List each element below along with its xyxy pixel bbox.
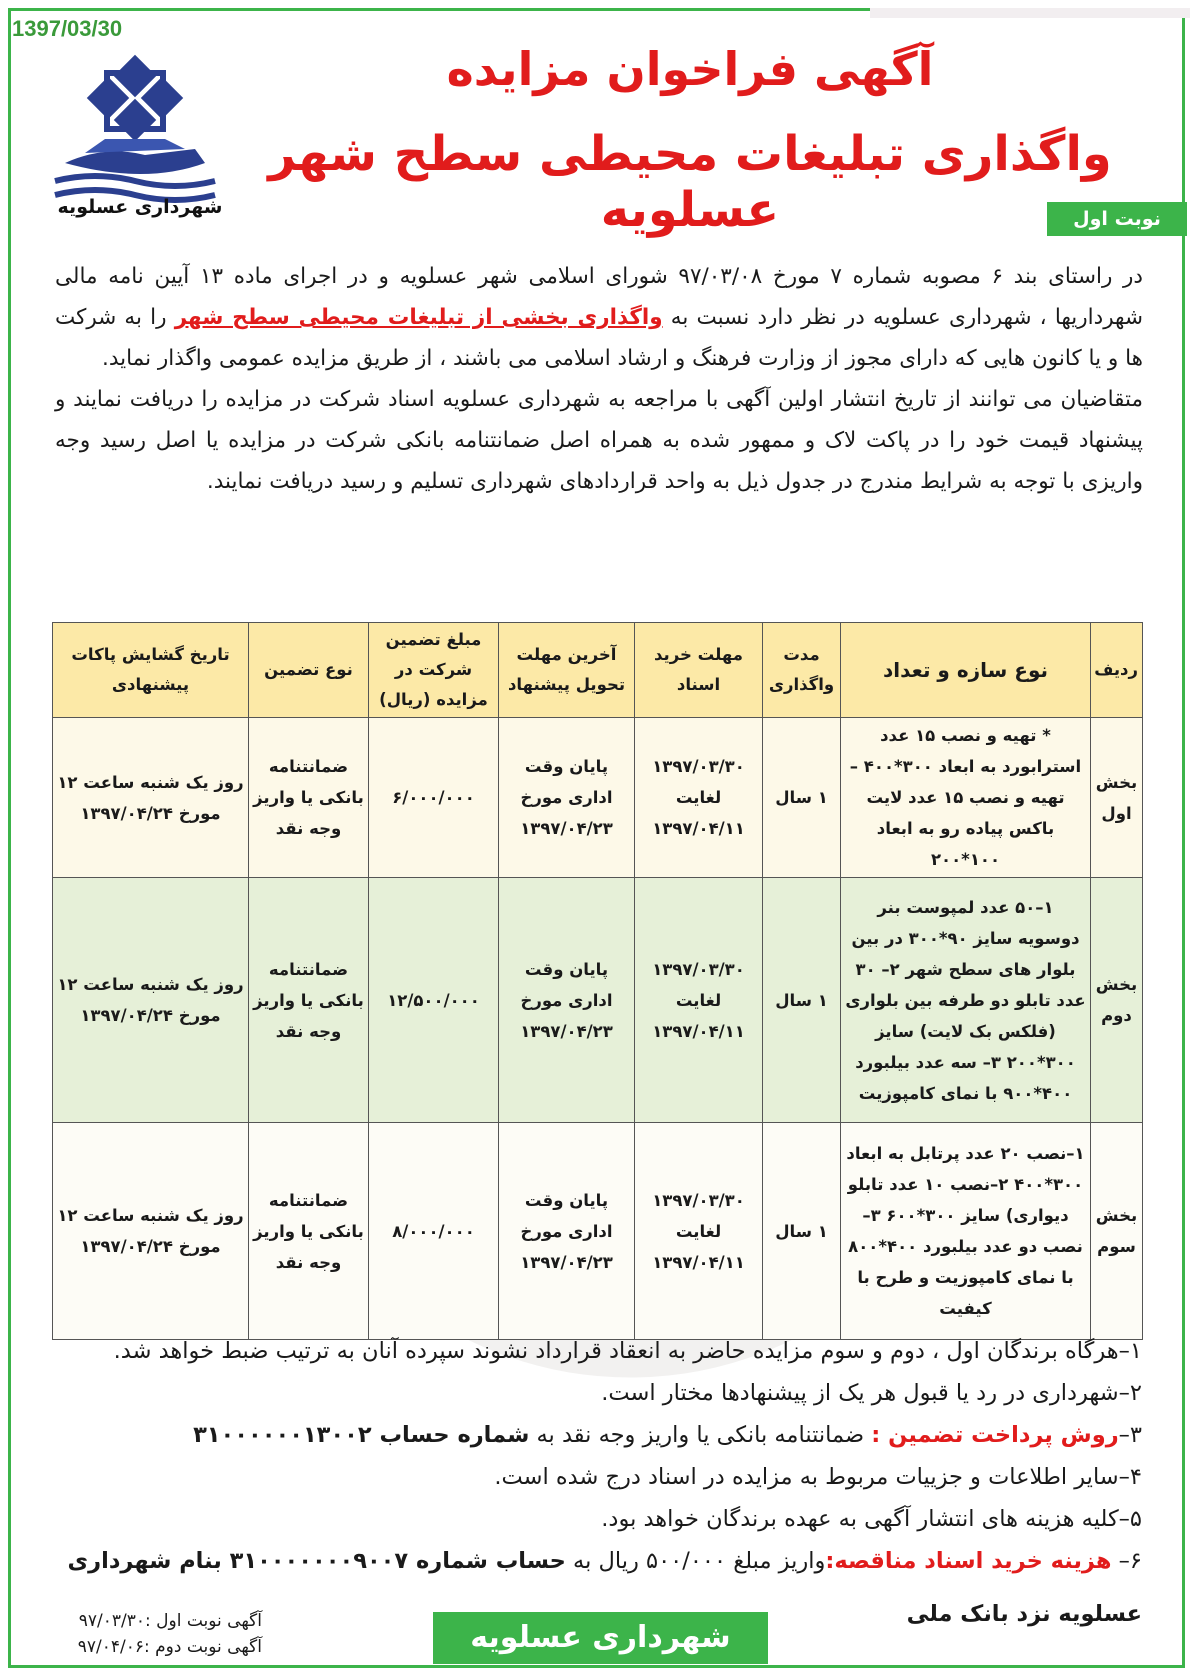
- intro-highlight: واگذاری بخشی از تبلیغات محیطی سطح شهر: [174, 305, 663, 330]
- note-6-label: هزینه خرید اسناد مناقصه:: [825, 1548, 1112, 1574]
- header-deadline: آخرین مهلت تحویل پیشنهاد: [499, 623, 635, 718]
- cell-guarantee: ضمانتنامه بانکی یا واریز وجه نقد: [249, 1123, 369, 1340]
- note-6-account: حساب شماره ۳۱۰۰۰۰۰۰۰۹۰۰۷ بنام شهرداری: [67, 1548, 566, 1574]
- note-1: ۱–هرگاه برندگان اول ، دوم و سوم مزایده حاضر به انعقاد قرارداد نشوند سپرده آنان به ترتیب ضبط خواهد شد.: [113, 1338, 1142, 1364]
- cell-deadline: پایان وقت اداری مورخ ۱۳۹۷/۰۴/۲۳: [499, 878, 635, 1123]
- cell-row: بخش دوم: [1091, 878, 1143, 1123]
- cell-type: ۱–نصب ۲۰ عدد پرتابل به ابعاد ۳۰۰*۴۰۰ ۲–نصب ۱۰ عدد تابلو دیواری) سایز ۳۰۰*۶۰۰ ۳–نصب دو عدد بیلبورد ۴۰۰*۸۰۰ با نمای کامپوزیت و طرح با کیفیت: [841, 1123, 1091, 1340]
- cell-row: بخش اول: [1091, 718, 1143, 878]
- note-3-label: روش پرداخت تضمین :: [871, 1422, 1119, 1448]
- note-3-prefix: ۳–: [1118, 1422, 1142, 1448]
- publication-dates: [52, 1608, 262, 1660]
- note-6-text: واریز مبلغ ۵۰۰/۰۰۰ ریال به: [565, 1548, 826, 1574]
- footer-banner: شهرداری عسلویه: [433, 1612, 768, 1664]
- cell-guarantee: ضمانتنامه بانکی یا واریز وجه نقد: [249, 878, 369, 1123]
- cell-duration: ۱ سال: [763, 1123, 841, 1340]
- cell-deadline: پایان وقت اداری مورخ ۱۳۹۷/۰۴/۲۳: [499, 1123, 635, 1340]
- cell-type: ۱–۵۰ عدد لمپوست بنر دوسویه سایز ۹۰*۳۰۰ در بین بلوار های سطح شهر ۲– ۳۰ عدد تابلو دو طرفه بین بلواری (فلکس بک لایت) سایز ۳۰۰*۲۰۰ ۳– سه عدد بیلبورد ۴۰۰*۹۰۰ با نمای کامپوزیت: [841, 878, 1091, 1123]
- publication-second: آگهی نوبت دوم :۹۷/۰۴/۰۶: [77, 1637, 262, 1657]
- note-3-text: ضمانتنامه بانکی یا واریز وجه نقد به: [529, 1422, 872, 1448]
- round-badge: نوبت اول: [1047, 202, 1187, 236]
- table-row: [53, 1123, 1143, 1340]
- publication-first: آگهی نوبت اول :۹۷/۰۳/۳۰: [78, 1611, 262, 1631]
- header-guarantee: نوع تضمین: [249, 623, 369, 718]
- table-header-row: [53, 623, 1143, 718]
- top-edge-strip: [870, 8, 1190, 18]
- note-3-account: شماره حساب ۳۱۰۰۰۰۰۰۱۳۰۰۲: [193, 1422, 530, 1448]
- header-amount: مبلغ تضمین شرکت در مزایده (ریال): [369, 623, 499, 718]
- logo-caption: شهرداری عسلویه: [57, 196, 223, 218]
- note-6-tail: عسلویه نزد بانک ملی: [906, 1601, 1142, 1627]
- cell-amount: ۸/۰۰۰/۰۰۰: [369, 1123, 499, 1340]
- title-line-1: آگهی فراخوان مزایده: [446, 42, 934, 96]
- cell-amount: ۶/۰۰۰/۰۰۰: [369, 718, 499, 878]
- auction-table: [52, 622, 1143, 1340]
- header-purchase: مهلت خرید اسناد: [635, 623, 763, 718]
- cell-opening: روز یک شنبه ساعت ۱۲ مورخ ۱۳۹۷/۰۴/۲۴: [53, 1123, 249, 1340]
- cell-purchase: ۱۳۹۷/۰۳/۳۰ لغایت ۱۳۹۷/۰۴/۱۱: [635, 1123, 763, 1340]
- cell-duration: ۱ سال: [763, 878, 841, 1123]
- note-3: [52, 1414, 1142, 1456]
- cell-duration: ۱ سال: [763, 718, 841, 878]
- cell-purchase: ۱۳۹۷/۰۳/۳۰ لغایت ۱۳۹۷/۰۴/۱۱: [635, 718, 763, 878]
- table-row: [53, 878, 1143, 1123]
- cell-row: بخش سوم: [1091, 1123, 1143, 1340]
- cell-guarantee: ضمانتنامه بانکی یا واریز وجه نقد: [249, 718, 369, 878]
- note-2: ۲–شهرداری در رد یا قبول هر یک از پیشنهادها مختار است.: [601, 1380, 1142, 1406]
- cell-opening: روز یک شنبه ساعت ۱۲ مورخ ۱۳۹۷/۰۴/۲۴: [53, 878, 249, 1123]
- note-6-prefix: ۶–: [1111, 1548, 1142, 1574]
- header-opening: تاریخ گشایش پاکات پیشنهادی: [53, 623, 249, 718]
- note-6: [52, 1540, 1142, 1582]
- cell-opening: روز یک شنبه ساعت ۱۲ مورخ ۱۳۹۷/۰۴/۲۴: [53, 718, 249, 878]
- note-4: ۴–سایر اطلاعات و جزییات مربوط به مزایده در اسناد درج شده است.: [494, 1464, 1142, 1490]
- header-row: ردیف: [1091, 623, 1143, 718]
- cell-type: * تهیه و نصب ۱۵ عدد استرابورد به ابعاد ۳۰۰*۴۰۰ – تهیه و نصب ۱۵ عدد لایت باکس پیاده رو به ابعاد ۱۰۰*۲۰۰: [841, 718, 1091, 878]
- intro-p1-part-b: را به شرکت ها و یا کانون هایی که دارای مجوز از وزارت فرهنگ و ارشاد اسلامی می باشند ، از طریق مزایده عمومی واگذار نماید.: [55, 305, 1143, 371]
- date-tag: 1397/03/30: [12, 16, 123, 41]
- intro-text: [55, 256, 1143, 502]
- conditions-list: [52, 1330, 1142, 1582]
- table-row: [53, 718, 1143, 878]
- intro-p1-part-a: در راستای بند ۶ مصوبه شماره ۷ مورخ ۹۷/۰۳/۰۸ شورای اسلامی شهر عسلویه و در اجرای ماده ۱۳ آیین نامه مالی شهرداریها ، شهرداری عسلویه در نظر دارد نسبت به: [55, 264, 1143, 330]
- header-duration: مدت واگذاری: [763, 623, 841, 718]
- cell-purchase: ۱۳۹۷/۰۳/۳۰ لغایت ۱۳۹۷/۰۴/۱۱: [635, 878, 763, 1123]
- cell-deadline: پایان وقت اداری مورخ ۱۳۹۷/۰۴/۲۳: [499, 718, 635, 878]
- title-line-2: واگذاری تبلیغات محیطی سطح شهر عسلویه: [268, 126, 1112, 238]
- cell-amount: ۱۲/۵۰۰/۰۰۰: [369, 878, 499, 1123]
- header-type: نوع سازه و تعداد: [841, 623, 1091, 718]
- intro-p2: متقاضیان می توانند از تاریخ انتشار اولین آگهی با مراجعه به شهرداری عسلویه اسناد شرکت در مزایده را دریافت نمایند و پیشنهاد قیمت خود را در پاکت لاک و ممهور شده به همراه اصل ضمانتنامه بانکی شرکت در مزایده یا اصل رسید وجه واریزی با توجه به شرایط مندرج در جدول ذیل به واحد قراردادهای شهرداری تسلیم و رسید دریافت نمایند.: [55, 387, 1143, 494]
- note-5: ۵–کلیه هزینه های انتشار آگهی به عهده برندگان خواهد بود.: [601, 1506, 1142, 1532]
